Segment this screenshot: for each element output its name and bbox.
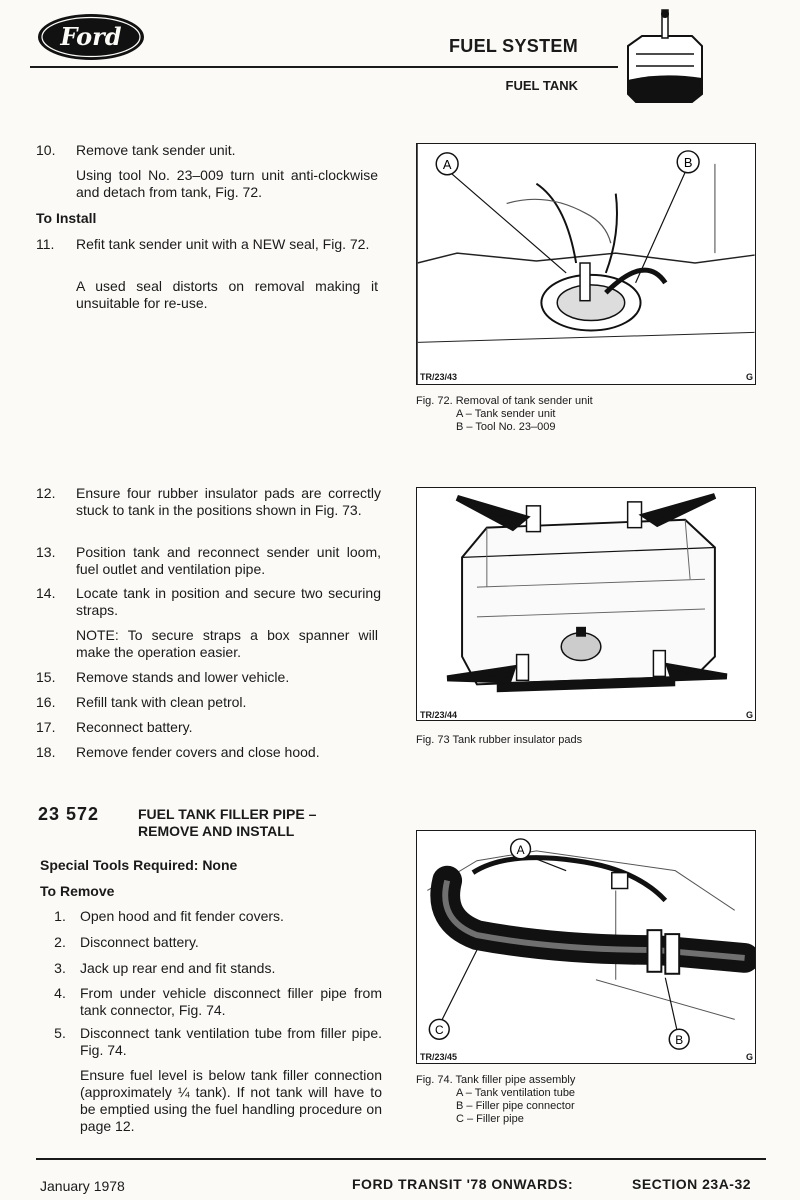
ford-logo (36, 12, 146, 62)
caption-legend: A – Tank ventilation tube (456, 1087, 576, 1099)
footer-date: January 1978 (40, 1178, 125, 1194)
step-10 (36, 142, 381, 159)
footer-section: SECTION 23A-32 (632, 1176, 752, 1192)
footer-publication: FORD TRANSIT '78 ONWARDS: (352, 1176, 574, 1192)
figure-72-illustration (417, 144, 755, 384)
step-12 (36, 485, 381, 519)
figure-74 (416, 830, 756, 1064)
step-17 (36, 719, 381, 736)
filler-fuel-level-note: Ensure fuel level is below tank filler connection (approximately ¼ tank). If not tank will have to be emptied using the fuel handling procedure on page 12. (80, 1067, 382, 1134)
figure-72 (416, 143, 756, 385)
page-title: FUEL SYSTEM (449, 36, 578, 56)
filler-step-2 (40, 934, 382, 951)
section-title (138, 806, 388, 840)
page-subtitle: FUEL TANK (505, 78, 578, 93)
step-number: 5. (54, 1025, 66, 1041)
callout-c: C (434, 1023, 444, 1038)
step-text: Remove fender covers and close hood. (76, 744, 320, 760)
step-10-detail: Using tool No. 23–009 turn unit anti-clockwise and detach from tank, Fig. 72. (76, 167, 378, 200)
section-title-line: REMOVE AND INSTALL (138, 823, 295, 839)
step-number: 12. (36, 485, 56, 501)
section-title-line: FUEL TANK FILLER PIPE – (138, 806, 317, 822)
filler-step-3 (40, 960, 382, 977)
step-text: Refit tank sender unit with a NEW seal, Fig. 72. (76, 236, 370, 252)
section-number: 23 572 (38, 804, 100, 824)
figure-73-illustration (417, 488, 755, 720)
figure-72-caption (416, 395, 593, 434)
figure-73-ref: TR/23/44 (420, 710, 458, 720)
callout-b: B (683, 154, 693, 170)
header-divider (30, 66, 618, 68)
callout-b: B (675, 1033, 684, 1048)
figure-74-ref: TR/23/45 (420, 1052, 458, 1062)
step-number: 10. (36, 142, 56, 158)
step-number: 1. (54, 908, 66, 924)
footer-divider (36, 1158, 766, 1160)
figure-74-illustration (417, 831, 755, 1063)
special-tools-heading: Special Tools Required: None (40, 857, 238, 873)
caption-legend: C – Filler pipe (456, 1113, 524, 1125)
step-text: Remove stands and lower vehicle. (76, 669, 290, 685)
step-16 (36, 694, 381, 711)
step-number: 3. (54, 960, 66, 976)
filler-step-1 (40, 908, 382, 925)
caption-legend: A – Tank sender unit (456, 408, 556, 420)
to-remove-heading: To Remove (40, 883, 115, 899)
step-text: Remove tank sender unit. (76, 142, 236, 158)
filler-step-4 (40, 985, 382, 1019)
callout-a: A (442, 156, 452, 172)
step-text: Refill tank with clean petrol. (76, 694, 247, 710)
step-18 (36, 744, 381, 761)
step-text: Ensure four rubber insulator pads are correctly stuck to tank in the positions shown in Fig. 73. (76, 485, 381, 518)
step-number: 13. (36, 544, 56, 560)
callout-a: A (516, 842, 525, 857)
step-13 (36, 544, 381, 578)
step-number: 16. (36, 694, 56, 710)
filler-step-5 (40, 1025, 382, 1059)
fuel-tank-icon (622, 6, 708, 106)
figure-72-ref: TR/23/43 (420, 372, 458, 382)
step-number: 11. (36, 236, 55, 252)
step-text: Reconnect battery. (76, 719, 193, 735)
step-number: 4. (54, 985, 66, 1001)
figure-73-corner: G (746, 710, 754, 720)
figure-74-corner: G (746, 1052, 754, 1062)
step-text: Locate tank in position and secure two securing straps. (76, 585, 381, 618)
caption-legend: B – Filler pipe connector (456, 1100, 575, 1112)
step-text: Open hood and fit fender covers. (80, 908, 284, 924)
step-number: 14. (36, 585, 56, 601)
step-14-note: NOTE: To secure straps a box spanner will make the operation easier. (76, 627, 378, 660)
figure-73-caption (416, 734, 582, 747)
step-text: Disconnect battery. (80, 934, 199, 950)
caption-legend: B – Tool No. 23–009 (456, 421, 556, 433)
step-text: Position tank and reconnect sender unit loom, fuel outlet and ventilation pipe. (76, 544, 381, 577)
step-number: 18. (36, 744, 56, 760)
caption-title: Fig. 74. Tank filler pipe assembly (416, 1074, 576, 1086)
step-number: 17. (36, 719, 56, 735)
figure-74-caption (416, 1074, 575, 1126)
step-15 (36, 669, 381, 686)
step-11-note: A used seal distorts on removal making it unsuitable for re-use. (76, 278, 378, 311)
step-14 (36, 585, 381, 619)
caption-title: Fig. 72. Removal of tank sender unit (416, 395, 593, 407)
step-11 (36, 236, 381, 253)
step-text: Jack up rear end and fit stands. (80, 960, 276, 976)
figure-72-corner: G (746, 372, 754, 382)
step-number: 15. (36, 669, 56, 685)
to-install-heading: To Install (36, 210, 97, 226)
logo-text: Ford (60, 22, 122, 51)
figure-73 (416, 487, 756, 721)
step-number: 2. (54, 934, 66, 950)
caption-title: Fig. 73 Tank rubber insulator pads (416, 734, 583, 746)
step-text: Disconnect tank ventilation tube from filler pipe. Fig. 74. (80, 1025, 382, 1058)
step-text: From under vehicle disconnect filler pipe from tank connector, Fig. 74. (80, 985, 382, 1018)
